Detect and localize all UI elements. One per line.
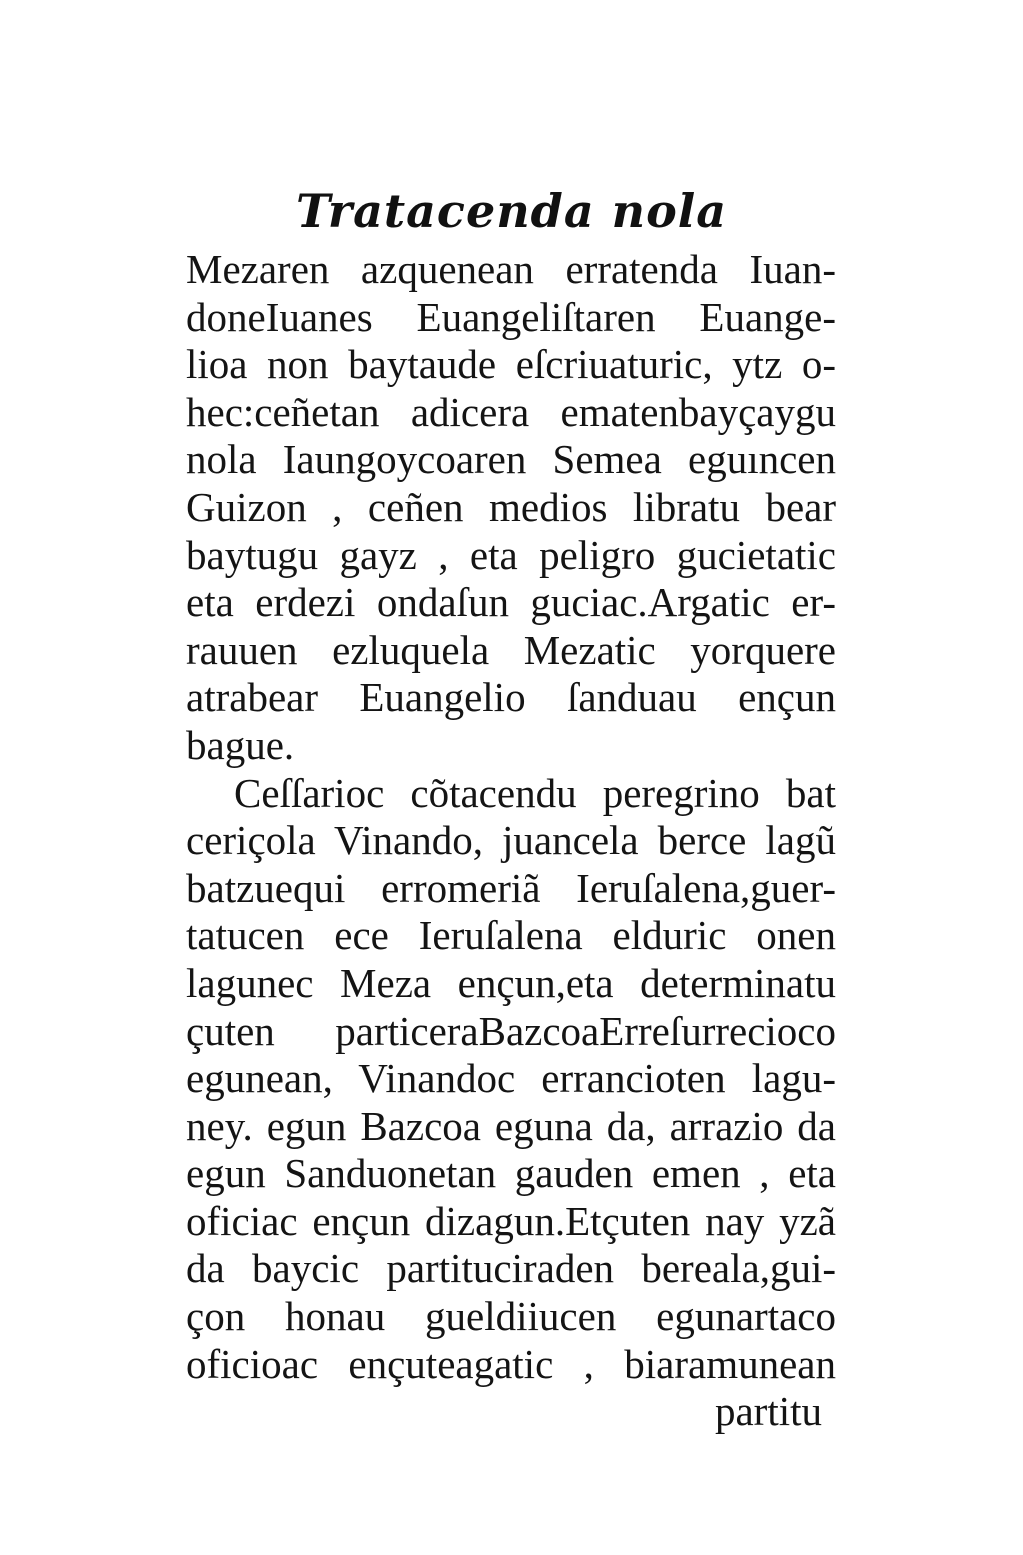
text-line: atrabear Euangelio ſanduau ençun	[186, 674, 836, 721]
text-line: Guizon , ceñen medios libratu bear	[186, 483, 836, 530]
text-line: egunean, Vinandoc errancioten lagu-	[186, 1055, 836, 1102]
text-line: ceriçola Vinando, juancela berce lagũ	[186, 817, 836, 864]
text-line: bague.	[186, 721, 295, 768]
text-line: tatucen ece Ieruſalena elduric onen	[186, 912, 836, 959]
text-line: batzuequi erromeriã Ieruſalena,guer-	[186, 864, 836, 911]
text-line: oficioac ençuteagatic , biaramunean	[186, 1340, 836, 1387]
text-line: ney. egun Bazcoa eguna da, arrazio da	[186, 1102, 836, 1149]
text-line: hec:ceñetan adicera ematenbayçaygu	[186, 388, 836, 435]
text-line: eta erdezi ondaſun guciac.Argatic er-	[186, 579, 836, 626]
text-line: baytugu gayz , eta peligro gucietatic	[186, 531, 836, 578]
text-line: çon honau gueldiiucen egunartaco	[186, 1293, 836, 1340]
text-line: egun Sanduonetan gauden emen , eta	[186, 1150, 836, 1197]
text-line: doneIuanes Euangeliſtaren Euange-	[186, 293, 836, 340]
text-line: oficiac ençun dizagun.Etçuten nay yzã	[186, 1197, 836, 1244]
text-line: rauuen ezluquela Mezatic yorquere	[186, 626, 836, 673]
catchword: partitu	[714, 1388, 822, 1435]
text-line: nola Iaungoycoaren Semea eguıncen	[186, 436, 836, 483]
paragraph-start-line: Ceſſarioc cõtacendu peregrino bat	[234, 769, 836, 816]
body-text	[186, 246, 836, 1436]
running-head: Tratacenda nola	[295, 184, 728, 238]
text-line: lioa non baytaude eſcriuaturic, ytz o-	[186, 341, 836, 388]
text-line: çuten particeraBazcoaErreſurrecioco	[186, 1007, 836, 1054]
text-line: Mezaren azquenean erratenda Iuan-	[186, 246, 836, 292]
text-line: lagunec Meza ençun,eta determinatu	[186, 959, 836, 1006]
text-line: da baycic partituciraden bereala,gui-	[186, 1245, 836, 1292]
